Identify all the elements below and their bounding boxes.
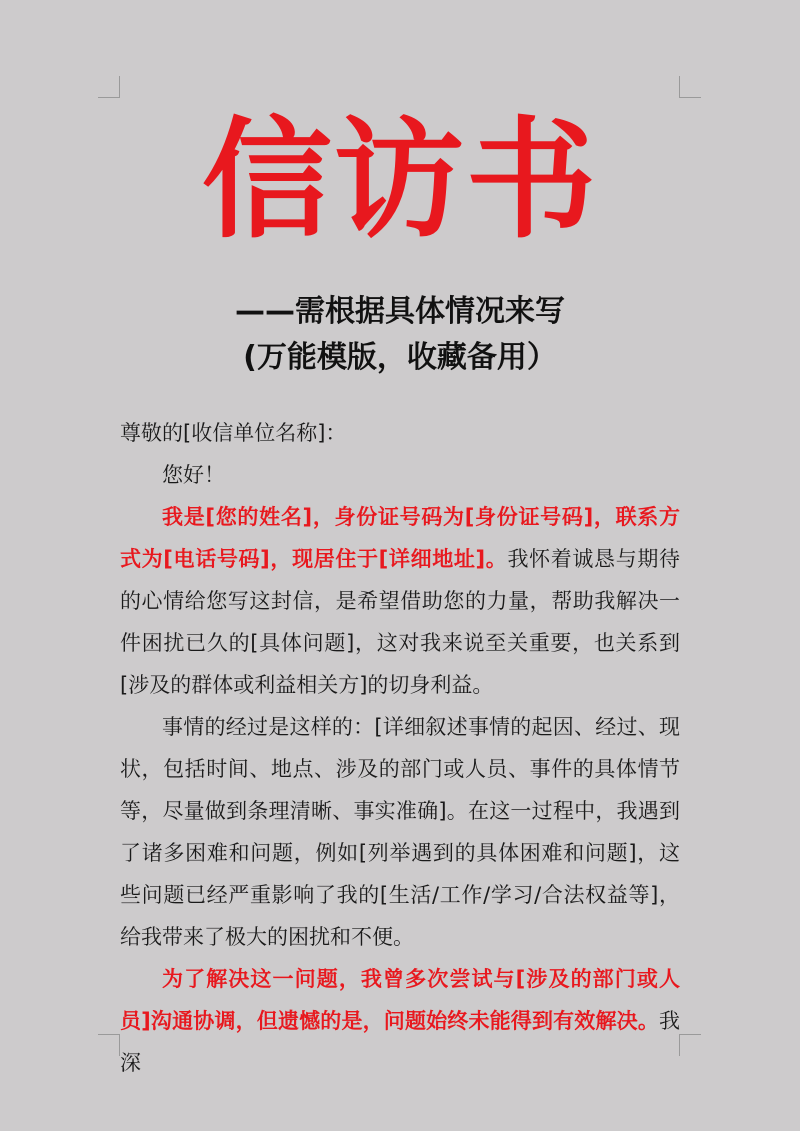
document-subtitle-line2: (万能模版，收藏备用） xyxy=(243,340,557,375)
paragraph-2: 事情的经过是这样的：[详细叙述事情的起因、经过、现状，包括时间、地点、涉及的部门或人员、事件的具体情节等，尽量做到条理清晰、事实准确]。在这一过程中，我遇到了诸多困难和问题，例如[列举遇到的具体困难和问题]，这些问题已经严重影响了我的[生活/工作/学习/合法权益等]，给我带来了极大的困扰和不便。 xyxy=(120,715,680,949)
paragraph-3-text: 我深 xyxy=(120,1009,680,1075)
paragraph-3-highlight: 为了解决这一问题，我曾多次尝试与[涉及的部门或人员]沟通协调，但遗憾的是，问题始终未能得到有效解决。 xyxy=(120,967,680,1033)
paragraph-1 xyxy=(120,496,680,706)
letter-body xyxy=(120,412,680,1084)
salutation: 尊敬的[收信单位名称]： xyxy=(120,421,347,445)
document-subtitle-line1: ——需根据具体情况来写 xyxy=(235,294,565,329)
paragraph-3 xyxy=(120,958,680,1084)
greeting: 您好！ xyxy=(162,463,225,487)
paragraph-1-highlight: 我是[您的姓名]，身份证号码为[身份证号码]，联系方式为[电话号码]，现居住于[详细地址]。 xyxy=(120,505,680,571)
paragraph-1-text: 我怀着诚恳与期待的心情给您写这封信，是希望借助您的力量，帮助我解决一件困扰已久的[具体问题]，这对我来说至关重要，也关系到[涉及的群体或利益相关方]的切身利益。 xyxy=(120,547,681,697)
document-title: 信访书 xyxy=(201,104,598,256)
